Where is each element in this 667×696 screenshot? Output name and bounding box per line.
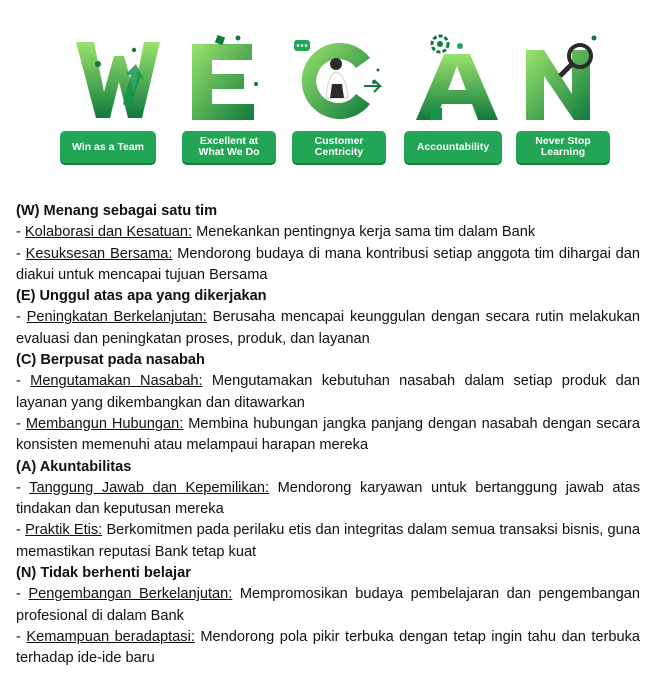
letter-e-graphic (186, 34, 262, 122)
values-description (16, 201, 640, 670)
value-text: Berkomitmen pada perilaku etis dan integritas dalam semua transaksi bisnis, guna memastikan reputasi Bank tetap kuat (16, 522, 640, 560)
value-term: Kemampuan beradaptasi: (26, 628, 195, 645)
letter-a-graphic (414, 34, 500, 122)
value-item: - Tanggung Jawab dan Kepemilikan: Mendorong karyawan untuk bertanggung jawab atas tindakan dan keputusan mereka (16, 479, 640, 518)
section-heading-a: (A) Akuntabilitas (16, 458, 132, 475)
value-item: - Pengembangan Berkelanjutan: Mempromosikan budaya pembelajaran dan pengembangan profesional di dalam Bank (16, 586, 640, 624)
value-item: - Kesuksesan Bersama: Mendorong budaya di mana kontribusi setiap anggota tim dihargai dan diakui untuk mencapai tujuan Bersama (16, 245, 640, 283)
value-text: Mendorong pola pikir terbuka dengan tetap ingin tahu dan terbuka terhadap ide-ide baru (16, 628, 640, 667)
section-heading-e: (E) Unggul atas apa yang dikerjakan (16, 288, 267, 305)
value-term: Praktik Etis: (25, 522, 103, 539)
letter-w-graphic (74, 34, 160, 122)
value-text: Mendorong budaya di mana kontribusi setiap anggota tim dihargai dan diakui untuk mencapai tujuan Bersama (16, 245, 640, 283)
value-item: - Praktik Etis: Berkomitmen pada perilaku etis dan integritas dalam semua transaksi bisnis, guna memastikan reputasi Bank tetap kuat (16, 522, 640, 560)
value-term: Peningkatan Berkelanjutan: (26, 309, 207, 326)
value-term: Kolaborasi dan Kesatuan: (24, 224, 193, 241)
value-item: - Peningkatan Berkelanjutan: Berusaha mencapai keunggulan dengan secara rutin melakukan evaluasi dan peningkatan proses, produk, dan layanan (16, 309, 640, 347)
value-item: - Membangun Hubungan: Membina hubungan jangka panjang dengan nasabah dengan secara konsisten memenuhi atau melampaui harapan mereka (16, 415, 641, 454)
value-text: Mendorong karyawan untuk bertanggung jawab atas tindakan dan keputusan mereka (16, 479, 640, 518)
value-text: Membina hubungan jangka panjang dengan nasabah dengan secara konsisten memenuhi atau melampaui harapan mereka (16, 415, 641, 454)
value-text: Berusaha mencapai keunggulan dengan secara rutin melakukan evaluasi dan peningkatan proses, produk, dan layanan (16, 309, 640, 347)
wecan-banner (0, 0, 667, 180)
section-heading-n: (N) Tidak berhenti belajar (16, 565, 191, 582)
value-term: Mengutamakan Nasabah: (30, 373, 203, 390)
value-term: Membangun Hubungan: (25, 415, 184, 432)
value-term: Tanggung Jawab dan Kepemilikan: (29, 479, 270, 496)
letter-n-graphic (520, 34, 600, 122)
value-item: - Kolaborasi dan Kesatuan: Menekankan pentingnya kerja sama tim dalam Bank (16, 224, 536, 241)
value-term: Kesuksesan Bersama: (25, 245, 173, 262)
value-text: Mempromosikan budaya pembelajaran dan pengembangan profesional di dalam Bank (16, 586, 640, 624)
letter-c-graphic (290, 34, 386, 122)
pill-never-stop-learning: Never Stop Learning (516, 131, 610, 163)
value-text: Mengutamakan kebutuhan nasabah dalam setiap produk dan layanan yang dikembangkan dan ditawarkan (16, 373, 640, 411)
pill-win-as-a-team: Win as a Team (60, 131, 156, 163)
value-item: - Kemampuan beradaptasi: Mendorong pola pikir terbuka dengan tetap ingin tahu dan terbuka terhadap ide-ide baru (16, 628, 640, 667)
pill-excellent-at-what-we-do: Excellent at What We Do (182, 131, 276, 163)
value-text: Menekankan pentingnya kerja sama tim dalam Bank (192, 224, 536, 241)
value-term: Pengembangan Berkelanjutan: (28, 586, 233, 603)
pill-customer-centricity: Customer Centricity (292, 131, 386, 163)
value-item: - Mengutamakan Nasabah: Mengutamakan kebutuhan nasabah dalam setiap produk dan layanan yang dikembangkan dan ditawarkan (16, 373, 640, 411)
pill-accountability: Accountability (404, 131, 502, 163)
section-heading-w: (W) Menang sebagai satu tim (16, 203, 218, 219)
section-heading-c: (C) Berpusat pada nasabah (16, 352, 205, 369)
